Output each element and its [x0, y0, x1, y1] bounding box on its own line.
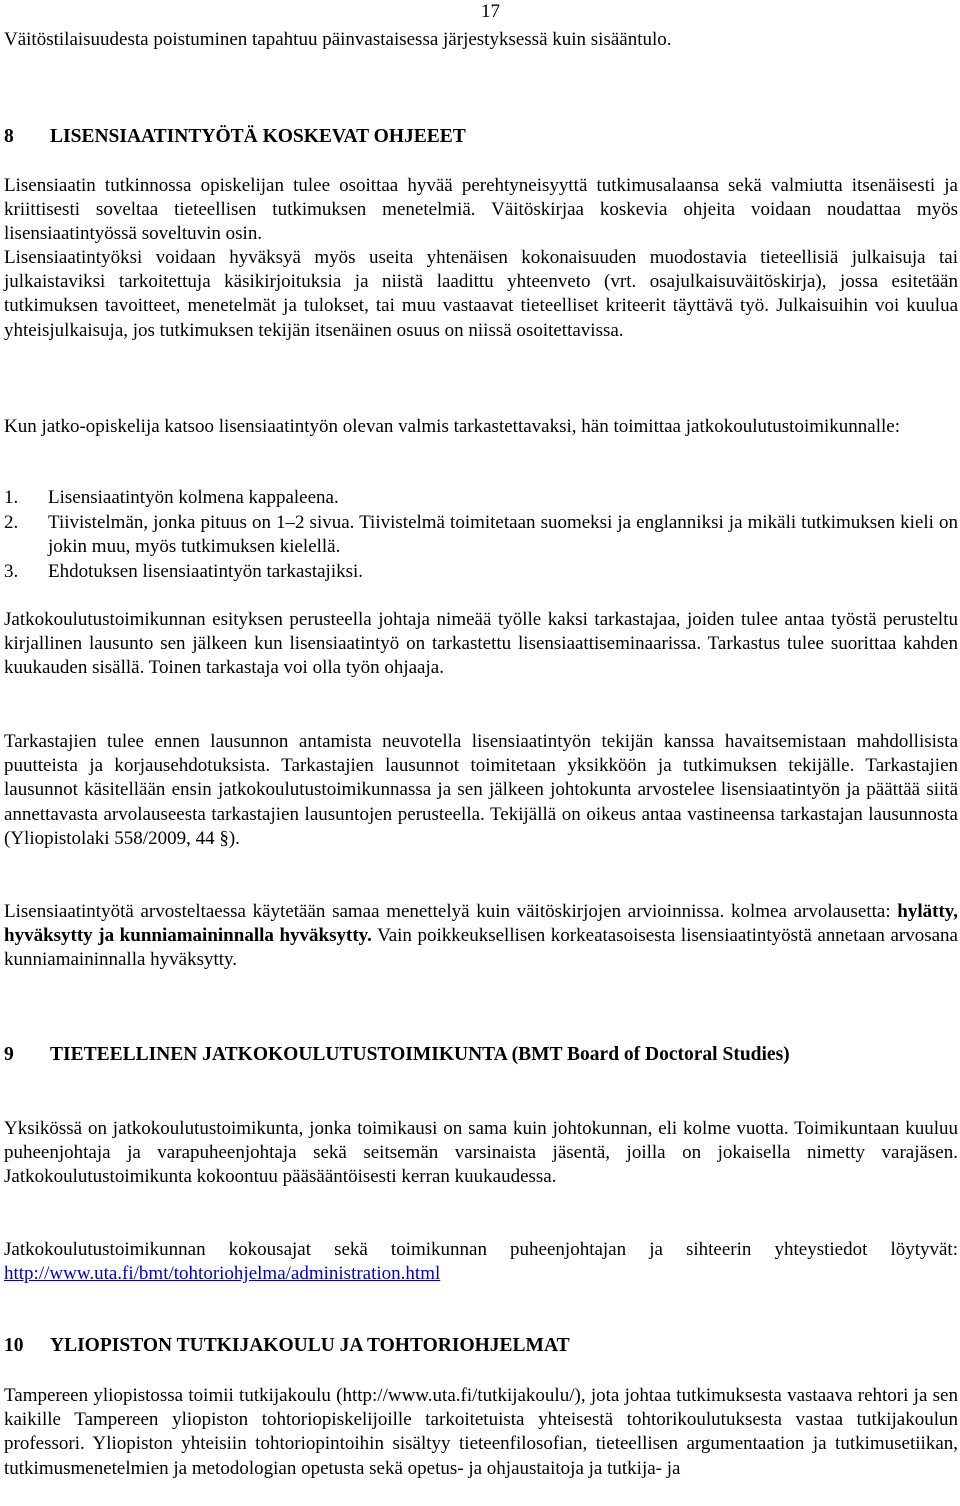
list-item-number: 3. — [4, 561, 19, 582]
section-8-number: 8 — [4, 126, 14, 147]
section-8-title: LISENSIAATINTYÖTÄ KOSKEVAT OHJEEET — [50, 126, 466, 147]
section-8-heading — [4, 125, 958, 150]
list-item — [4, 511, 958, 559]
section-10-paragraph-1: Tampereen yliopistossa toimii tutkijakoulu (http://www.uta.fi/tutkijakoulu/), jota johtaa tutkimuksesta vastaava rehtori ja sen kaikille Tampereen yliopiston tohtoriopiskelijoille tarkoitetuista yhteisestä tohtorikoulutuksesta vastaa tutkijakoulun professori. Yliopiston yhteisiin tohtoriopintoihin sisältyy tieteenfilosofian, tieteellisen argumentaation ja tutkimusetiikan, tutkimusmenetelmien ja metodologian opetusta sekä opetus- ja ohjaustaitoja ja tutkija- ja — [4, 1385, 958, 1479]
section-8-paragraph-1: Lisensiaatin tutkinnossa opiskelijan tulee osoittaa hyvää perehtyneisyyttä tutkimusalaansa sekä valmiutta itsenäisesti ja kriittisesti soveltaa tieteellisen tutkimuksen menetelmiä. Väitöskirjaa koskevia ohjeita voidaan noudattaa myös lisensiaatintyössä soveltuvin osin. — [4, 175, 958, 245]
page-number: 17 — [481, 1, 500, 22]
section-8-paragraph-3: Kun jatko-opiskelija katsoo lisensiaatintyön olevan valmis tarkastettavaksi, hän toimittaa jatkokoulutustoimikunnalle: — [4, 416, 900, 437]
section-9-paragraph-1: Yksikössä on jatkokoulutustoimikunta, jonka toimikausi on sama kuin johtokunnan, eli kolme vuotta. Toimikuntaan kuuluu puheenjohtaja ja varapuheenjohtaja sekä seitsemän varsinaista jäsentä, joilla on jokaisella nimetty varajäsen. Jatkokoulutustoimikunta kokoontuu pääsääntöisesti kerran kuukaudessa. — [4, 1118, 958, 1188]
grading-note-text: Vain poikkeuksellisen korkeatasoisesta lisensiaatintyöstä annetaan arvosana kunniamaininnalla hyväksytty. — [4, 925, 958, 971]
grading-scale-bold: hylätty, hyväksytty ja kunniamaininnalla hyväksytty. — [4, 901, 958, 947]
intro-paragraph: Väitöstilaisuudesta poistuminen tapahtuu päinvastaisessa järjestyksessä kuin sisääntulo. — [4, 29, 672, 50]
section-9-title: TIETEELLINEN JATKOKOULUTUSTOIMIKUNTA (BMT Board of Doctoral Studies) — [50, 1044, 790, 1065]
list-item-text: Ehdotuksen lisensiaatintyön tarkastajiksi. — [48, 561, 364, 582]
section-8-paragraph-5: Tarkastajien tulee ennen lausunnon antamista neuvotella lisensiaatintyön tekijän kanssa havaitsemistaan mahdollisista puutteista ja korjausehdotuksista. Tarkastajien lausunnot toimitetaan yksikköön ja tutkimuksen tekijälle. Tarkastajien lausunnot käsitellään ensin jatkokoulutustoimikunnassa ja sen jälkeen johtokunta arvostelee lisensiaatintyön ja päättää siitä annettavasta arvolauseesta tarkastajien lausuntojen perusteella. Tekijällä on oikeus antaa vastineensa tarkastajan lausunnosta (Yliopistolaki 558/2009, 44 §). — [4, 731, 958, 849]
contact-info-text: Jatkokoulutustoimikunnan kokousajat sekä toimikunnan puheenjohtajan ja sihteerin yhteystiedot löytyvät: — [4, 1239, 958, 1260]
section-9-paragraph-2 — [4, 1238, 958, 1286]
section-10-number: 10 — [4, 1335, 24, 1356]
list-item-number: 2. — [4, 512, 19, 533]
section-8-paragraph-4: Jatkokoulutustoimikunnan esityksen perusteella johtaja nimeää työlle kaksi tarkastajaa, joiden tulee antaa työstä perusteltu kirjallinen lausunto sen jälkeen kun lisensiaatintyö on tarkastettu lisensiaattiseminaarissa. Tarkastus tulee suorittaa kahden kuukauden sisällä. Toinen tarkastaja voi olla työn ohjaaja. — [4, 609, 958, 679]
section-8-paragraph-2: Lisensiaatintyöksi voidaan hyväksyä myös useita yhtenäisen kokonaisuuden muodostavia tieteellisiä julkaisuja tai julkaistaviksi tarkoitettuja käsikirjoituksia ja niistä laadittu yhteenveto (vrt. osajulkaisuväitöskirja), jossa esitetään tutkimuksen tavoitteet, menetelmät ja tulokset, tai muu vastaavat tieteelliset kriteerit täyttävä työ. Julkaisuihin voi kuulua yhteisjulkaisuja, jos tutkimuksen tekijän itsenäinen osuus on niissä osoitettavissa. — [4, 247, 958, 341]
list-item-number: 1. — [4, 487, 19, 508]
list-item-text: Tiivistelmän, jonka pituus on 1–2 sivua. Tiivistelmä toimitetaan suomeksi ja englanniksi ja mikäli tutkimuksen kieli on jokin muu, myös tutkimuksen kielellä. — [48, 512, 958, 558]
section-8-paragraph-6 — [4, 900, 958, 973]
administration-link[interactable]: http://www.uta.fi/bmt/tohtoriohjelma/administration.html — [4, 1263, 441, 1285]
list-item — [4, 560, 958, 584]
section-9-heading — [4, 1043, 904, 1068]
section-10-title: YLIOPISTON TUTKIJAKOULU JA TOHTORIOHJELMAT — [50, 1335, 570, 1356]
grading-intro-text: Lisensiaatintyötä arvosteltaessa käytetään samaa menettelyä kuin väitöskirjojen arvioinnissa. kolmea arvolausetta: — [4, 901, 898, 922]
section-9-number: 9 — [4, 1044, 14, 1065]
list-item-text: Lisensiaatintyön kolmena kappaleena. — [48, 487, 339, 508]
list-item — [4, 486, 958, 510]
section-10-heading — [4, 1334, 958, 1359]
